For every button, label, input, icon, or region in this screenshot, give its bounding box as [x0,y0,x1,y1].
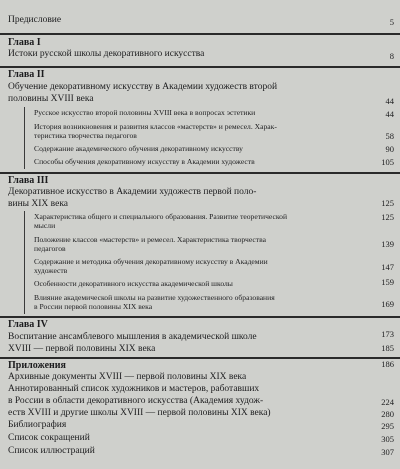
appendix-item-2-page-a: 224 [381,397,394,407]
divider [0,66,400,68]
chapter-3-item-1-line2: мысли [34,221,56,230]
chapter-2-item-3-page: 90 [385,144,394,154]
chapter-1-page: 8 [389,51,394,61]
chapter-4-title-line2: XVIII — первой половины XIX века [8,344,156,354]
chapter-3-item-5-page: 169 [381,299,394,309]
chapter-4-page-2: 185 [381,343,394,353]
divider [0,357,400,359]
chapter-3-item-2-line2: педагогов [34,244,66,253]
chapter-2-item-4-page: 105 [381,157,394,167]
divider [0,316,400,318]
appendix-item-2-line2: в России в области декоративного искусства (Академия худож- [8,396,264,406]
chapter-2-item-1: Русское искусство второй половины XVIII века в вопросах эстетики [34,108,256,117]
chapter-3-item-1-page: 125 [381,212,394,222]
divider [0,33,400,35]
chapter-4-label: Глава IV [8,319,48,330]
divider [24,211,25,314]
chapter-3-item-2-line1: Положение классов «мастерств» и ремесел. Характеристика творчества [34,235,266,244]
chapter-2-title-line1: Обучение декоративному искусству в Академии художеств второй [8,82,278,92]
chapter-3-item-4: Особенности декоративного искусства академической школы [34,279,233,288]
chapter-2-item-2-line2: теристика творчества педагогов [34,131,137,140]
chapter-2-item-3: Содержание академического обучения декоративному искусству [34,144,243,153]
appendix-item-3: Библиография [8,420,67,430]
chapter-3-label: Глава III [8,175,49,186]
preface-title: Предисловие [8,15,62,25]
chapter-2-item-2-line1: История возникновения и развития классов «мастерств» и ремесел. Харак- [34,122,277,131]
chapter-4-page: 173 [381,329,394,339]
chapter-2-label: Глава II [8,69,45,80]
divider [24,107,25,169]
chapter-2-item-4: Способы обучения декоративному искусству в Академии художеств [34,157,255,166]
appendix-item-2-page-b: 280 [381,409,394,419]
appendix-item-2-line3: еств XVIII и другие школы XVIII — первой половины XIX века) [8,408,271,418]
appendix-page: 186 [381,359,394,369]
chapter-1-label: Глава I [8,37,41,48]
chapter-3-item-5-line2: в России первой половины XIX века [34,302,153,311]
chapter-1-title: Истоки русской школы декоративного искусства [8,49,205,59]
appendix-label: Приложения [8,360,66,371]
chapter-3-item-5-line1: Влияние академической школы на развитие художественного образования [34,293,275,302]
divider [0,172,400,174]
appendix-item-4: Список сокращений [8,433,90,443]
chapter-3-title-line2: вины XIX века [8,199,69,209]
chapter-2-title-line2: половины XVIII века [8,94,94,104]
appendix-item-3-page: 295 [381,421,394,431]
chapter-3-item-1-line1: Характеристика общего и специального образования. Развитие теоретической [34,212,288,221]
chapter-3-page: 125 [381,198,394,208]
chapter-3-title-line1: Декоративное искусство в Академии художеств первой поло- [8,187,257,197]
appendix-item-5: Список иллюстраций [8,446,95,456]
appendix-item-5-page: 307 [381,447,394,457]
chapter-3-item-2-page: 139 [381,239,394,249]
appendix-item-1: Архивные документы XVIII — первой половины XIX века [8,372,247,382]
chapter-3-item-3-line1: Содержание и методика обучения декоративному искусству в Академии [34,257,268,266]
chapter-2-item-2-page: 58 [385,131,394,141]
chapter-2-item-1-page: 44 [385,109,394,119]
appendix-item-2-line1: Аннотированный список художников и мастеров, работавших [8,384,260,394]
preface-page: 5 [389,17,394,27]
chapter-3-item-4-page: 159 [381,277,394,287]
chapter-4-title-line1: Воспитание ансамблевого мышления в академической школе [8,332,257,342]
chapter-3-item-3-page: 147 [381,262,394,272]
appendix-item-4-page: 305 [381,434,394,444]
chapter-3-item-3-line2: художеств [34,266,68,275]
chapter-2-page: 44 [385,96,394,106]
